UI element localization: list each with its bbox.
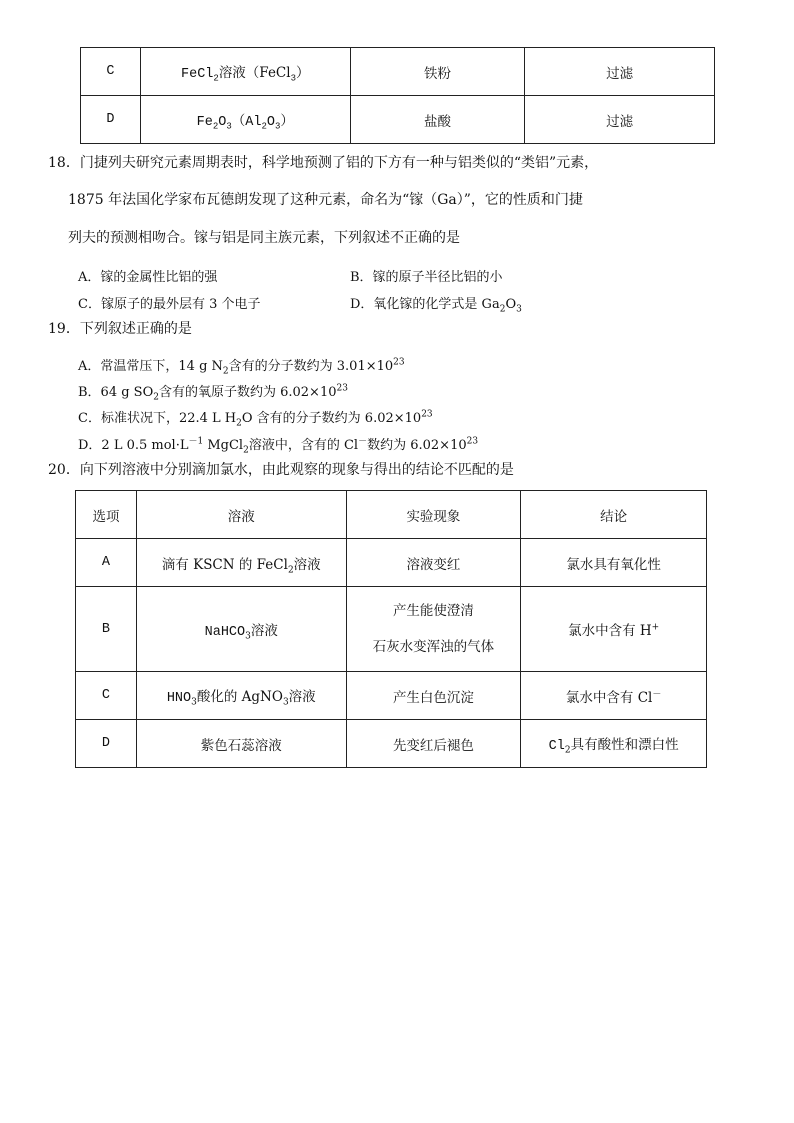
q20-stem: 20．向下列溶液中分别滴加氯水，由此观察的现象与得出的结论不匹配的是	[48, 462, 514, 478]
solution-cell: 紫色石蕊溶液	[136, 720, 346, 768]
conclusion-cell: 氯水中含有 Cl－	[521, 672, 707, 720]
table-row	[76, 720, 707, 768]
row-label: C	[76, 672, 137, 720]
q18-stem-line1: 18．门捷列夫研究元素周期表时，科学地预测了铝的下方有一种与铝类似的“类铝”元素，	[48, 155, 599, 171]
header-solution: 溶液	[136, 491, 346, 539]
q18-option-b: B．镓的原子半径比铝的小	[350, 270, 503, 285]
substance-cell: FeCl$_2$溶液（FeCl$_3$）	[140, 48, 350, 96]
header-option: 选项	[76, 491, 137, 539]
q18-stem-line2: 1875 年法国化学家布瓦德朗发现了这种元素，命名为“镓（Ga）”，它的性质和门捷	[68, 192, 583, 208]
q18-option-d: D．氧化镓的化学式是 $Ga_2O_3$	[350, 297, 522, 315]
q18-option-a: A．镓的金属性比铝的强	[78, 270, 218, 285]
solution-cell: NaHCO$_3$溶液	[136, 587, 346, 672]
table-row	[76, 539, 707, 587]
chlorine-water-table	[75, 490, 707, 768]
reagent-cell: 铁粉	[350, 48, 525, 96]
table-row	[76, 587, 707, 672]
conclusion-cell: $Cl_2$具有酸性和漂白性	[521, 720, 707, 768]
table-header-row	[76, 491, 707, 539]
solution-cell: $HNO_3$酸化的 AgNO$_3$溶液	[136, 672, 346, 720]
q19-option-a: A．常温常压下，14 g $N_2$含有的分子数约为 $3.01\times 10^{23}$	[78, 357, 405, 377]
method-cell: 过滤	[525, 96, 715, 144]
phenomenon-cell: 产生白色沉淀	[346, 672, 521, 720]
q19-stem: 19．下列叙述正确的是	[48, 321, 192, 337]
q19-option-d: D．2 L 0.5 $mol\cdot L^{-1}$ MgCl$_2$溶液中，含有的 Cl－数约为 $6.02\times 10^{23}$	[78, 436, 479, 456]
substance-cell: $Fe_2O_3(Al_2O_3)$	[140, 96, 350, 144]
phenomenon-cell: 产生能使澄清 石灰水变浑浊的气体	[346, 587, 521, 672]
phenomenon-cell: 溶液变红	[346, 539, 521, 587]
conclusion-cell: 氯水中含有 H+	[521, 587, 707, 672]
q18-stem-line3: 列夫的预测相吻合。镓与铝是同主族元素，下列叙述不正确的是	[68, 230, 460, 246]
reagent-cell: 盐酸	[350, 96, 525, 144]
q19-option-b: B．64 g $SO_2$含有的氧原子数约为 $6.02\times 10^{23}$	[78, 383, 348, 403]
row-label: D	[76, 720, 137, 768]
row-label: D	[81, 96, 141, 144]
separation-table	[80, 47, 715, 144]
table-row	[76, 672, 707, 720]
table-row	[81, 96, 715, 144]
row-label: C	[81, 48, 141, 96]
row-label: A	[76, 539, 137, 587]
table-row	[81, 48, 715, 96]
row-label: B	[76, 587, 137, 672]
header-conclusion: 结论	[521, 491, 707, 539]
phenomenon-cell: 先变红后褪色	[346, 720, 521, 768]
header-phenomenon: 实验现象	[346, 491, 521, 539]
method-cell: 过滤	[525, 48, 715, 96]
q19-option-c: C．标准状况下，22.4 L $H_2O$ 含有的分子数约为 $6.02\times 10^{23}$	[78, 409, 433, 429]
solution-cell: 滴有 KSCN 的 FeCl$_2$溶液	[136, 539, 346, 587]
q18-option-c: C．镓原子的最外层有 3 个电子	[78, 297, 261, 312]
conclusion-cell: 氯水具有氧化性	[521, 539, 707, 587]
